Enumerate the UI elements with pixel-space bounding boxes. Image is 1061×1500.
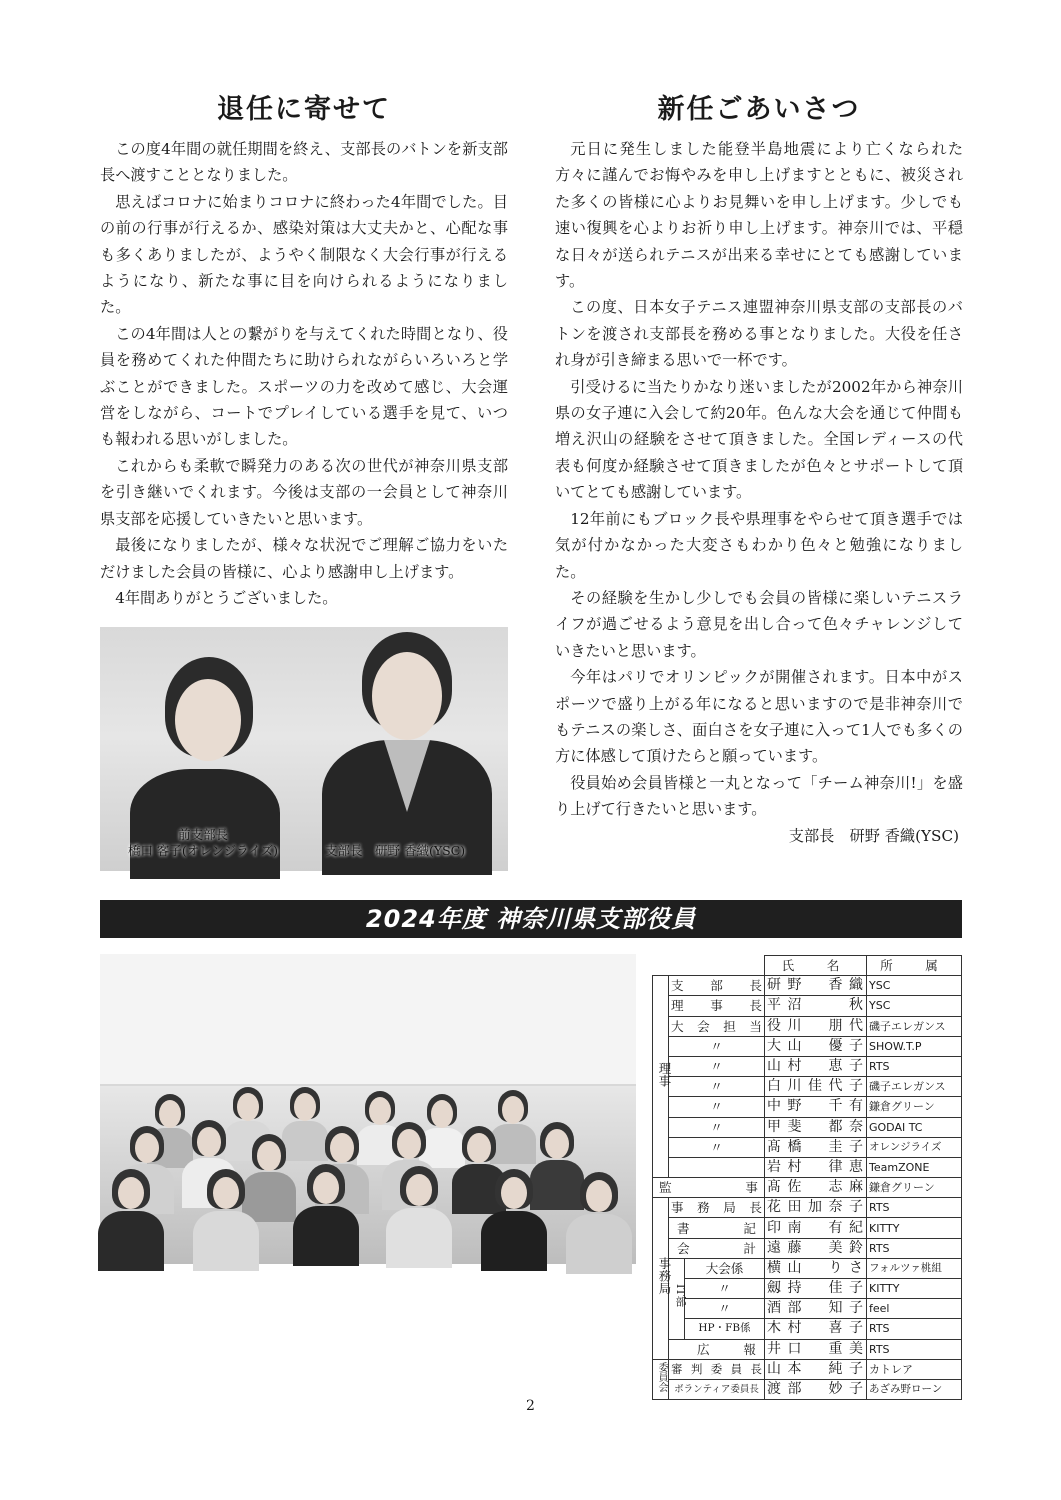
greeting-paragraph: 元日に発生しました能登半島地震により亡くなられた方々に謹んでお悔やみを申し上げますとともに、被災された多くの皆様に心よりお見舞いを申し上げます。少しでも速い復興を心よりお祈り申し上げます。神奈川では、平穏な日々が送られテニスが出来る幸せにとても感謝しています。 xyxy=(555,140,963,291)
new-leader-caption: 支部長 研野 香織(YSC) xyxy=(325,843,466,858)
retirement-paragraph: 最後になりましたが、様々な状況でご理解ご協力をいただけました会員の皆様に、心より感謝申し上げます。 xyxy=(100,536,508,581)
table-row: 岩村 律恵 TeamZONE xyxy=(653,1157,962,1177)
retirement-paragraph: 思えばコロナに始まりコロナに終わった4年間でした。目の前の行事が行えるか、感染対策は大丈夫かと、心配な事も多くありましたが、ようやく制限なく大会行事が行えるようになり、新たな事に目を向けられるようになりました。 xyxy=(100,192,508,317)
table-row: 〃 白川佳代子 磯子エレガンス xyxy=(653,1077,962,1097)
retirement-paragraph: この4年間は人との繋がりを与えてくれた時間となり、役員を務めてくれた仲間たちに助けられながらいろいろと学ぶことができました。スポーツの力を改めて感じ、大会運営をしながら、コートでプレイしている選手を見て、いつも報われる思いがしました。 xyxy=(100,324,508,449)
table-row: 書記 印南 有紀 KITTY xyxy=(653,1218,962,1238)
greeting-title: 新任ごあいさつ xyxy=(657,94,861,125)
table-row: HP・FB係 木村 喜子 RTS xyxy=(653,1319,962,1339)
greeting-paragraph: この度、日本女子テニス連盟神奈川県支部の支部長のバトンを渡され支部長を務める事となりました。大役を任され身が引き締まる思いで一杯です。 xyxy=(555,298,963,370)
retirement-paragraph: この度4年間の就任期間を終え、支部長のバトンを新支部長へ渡すこととなりました。 xyxy=(100,140,508,185)
greeting-paragraph: その経験を生かし少しでも会員の皆様に楽しいテニスライフが過ごせるよう意見を出し合って色々チャレンジしていきたいと思います。 xyxy=(555,588,963,660)
greeting-signature: 支部長 研野 香織(YSC) xyxy=(788,826,959,845)
roster-header-row xyxy=(653,956,962,976)
section-label-riji: 理事 xyxy=(653,976,669,1178)
table-row: 委員会 審判委員長 山本 純子 カトレア xyxy=(653,1359,962,1379)
table-row: ボランティア委員長 渡部 妙子 あざみ野ローン xyxy=(653,1379,962,1399)
table-row: 事務局 事務局長 花田加奈子 RTS xyxy=(653,1198,962,1218)
table-row: 〃 甲斐 都奈 GODAI TC xyxy=(653,1117,962,1137)
table-row: 広報 井口 重美 RTS xyxy=(653,1339,962,1359)
officers-group-photo xyxy=(100,954,636,1264)
table-row: 〃 酒部 知子 feel xyxy=(653,1299,962,1319)
table-row: 大会担当 役川 朋代 磯子エレガンス xyxy=(653,1016,962,1036)
table-row: 理事 支部長 研野 香織 YSC xyxy=(653,976,962,996)
greeting-paragraph: 12年前にもブロック長や県理事をやらせて頂き選手では気が付かなかった大変さもわかり色々と勉強になりました。 xyxy=(555,509,963,581)
table-row: 会計 遠藤 美鈴 RTS xyxy=(653,1238,962,1258)
former-leader-caption: 前支部長 橋口 客子(オレンジライズ) xyxy=(127,827,279,858)
section-label-it: IT部 xyxy=(669,1258,685,1339)
retirement-paragraph: 4年間ありがとうございました。 xyxy=(115,588,338,607)
retirement-article xyxy=(100,92,508,611)
new-leader-figure xyxy=(322,632,492,871)
table-row: 〃 髙橋 圭子 オレンジライズ xyxy=(653,1137,962,1157)
table-row: 〃 劔持 佳子 KITTY xyxy=(653,1279,962,1299)
roster-header-name: 氏 名 xyxy=(765,956,867,976)
greeting-paragraph: 引受けるに当たりかなり迷いましたが2002年から神奈川県の女子連に入会して約20年。色んな大会を通じて仲間も増え沢山の経験をさせて頂きました。全国レディースの代表も何度か経験させて頂きましたが色々とサポートして頂いてとても感謝しています。 xyxy=(555,377,963,502)
greeting-paragraph: 役員始め会員皆様と一丸となって「チーム神奈川!」を盛り上げて行きたいと思います。 xyxy=(555,773,963,819)
table-row: 〃 山村 恵子 RTS xyxy=(653,1056,962,1076)
section-label-kanji: 監 事 xyxy=(653,1178,765,1198)
section-label-iinkai: 委員会 xyxy=(653,1359,669,1399)
officers-banner: 2024年度 神奈川県支部役員 xyxy=(100,900,962,938)
leaders-photo xyxy=(100,627,508,871)
retirement-paragraph: これからも柔軟で瞬発力のある次の世代が神奈川県支部を引き継いでくれます。今後は支部の一会員として神奈川県支部を応援していきたいと思います。 xyxy=(100,456,508,528)
greeting-paragraph: 今年はパリでオリンピックが開催されます。日本中がスポーツで盛り上がる年になると思いますので是非神奈川でもテニスの楽しさ、面白さを女子連に入って1人でも多くの方に体感して頂けたらと願っています。 xyxy=(555,668,963,766)
retirement-title: 退任に寄せて xyxy=(217,94,391,125)
table-row: 理事長 平沼 秋 YSC xyxy=(653,996,962,1016)
roster-header-affiliation: 所 属 xyxy=(867,956,962,976)
section-label-jimukyoku: 事務局 xyxy=(653,1198,669,1360)
table-row: IT部 大会係 横山 りさ フォルツァ桃組 xyxy=(653,1258,962,1278)
table-row: 〃 中野 千有 鎌倉グリーン xyxy=(653,1097,962,1117)
page-number: 2 xyxy=(526,1398,535,1414)
officers-roster-table xyxy=(652,955,962,1400)
greeting-article xyxy=(555,92,963,849)
table-row: 監 事 髙佐 志麻 鎌倉グリーン xyxy=(653,1178,962,1198)
table-row: 〃 大山 優子 SHOW.T.P xyxy=(653,1036,962,1056)
